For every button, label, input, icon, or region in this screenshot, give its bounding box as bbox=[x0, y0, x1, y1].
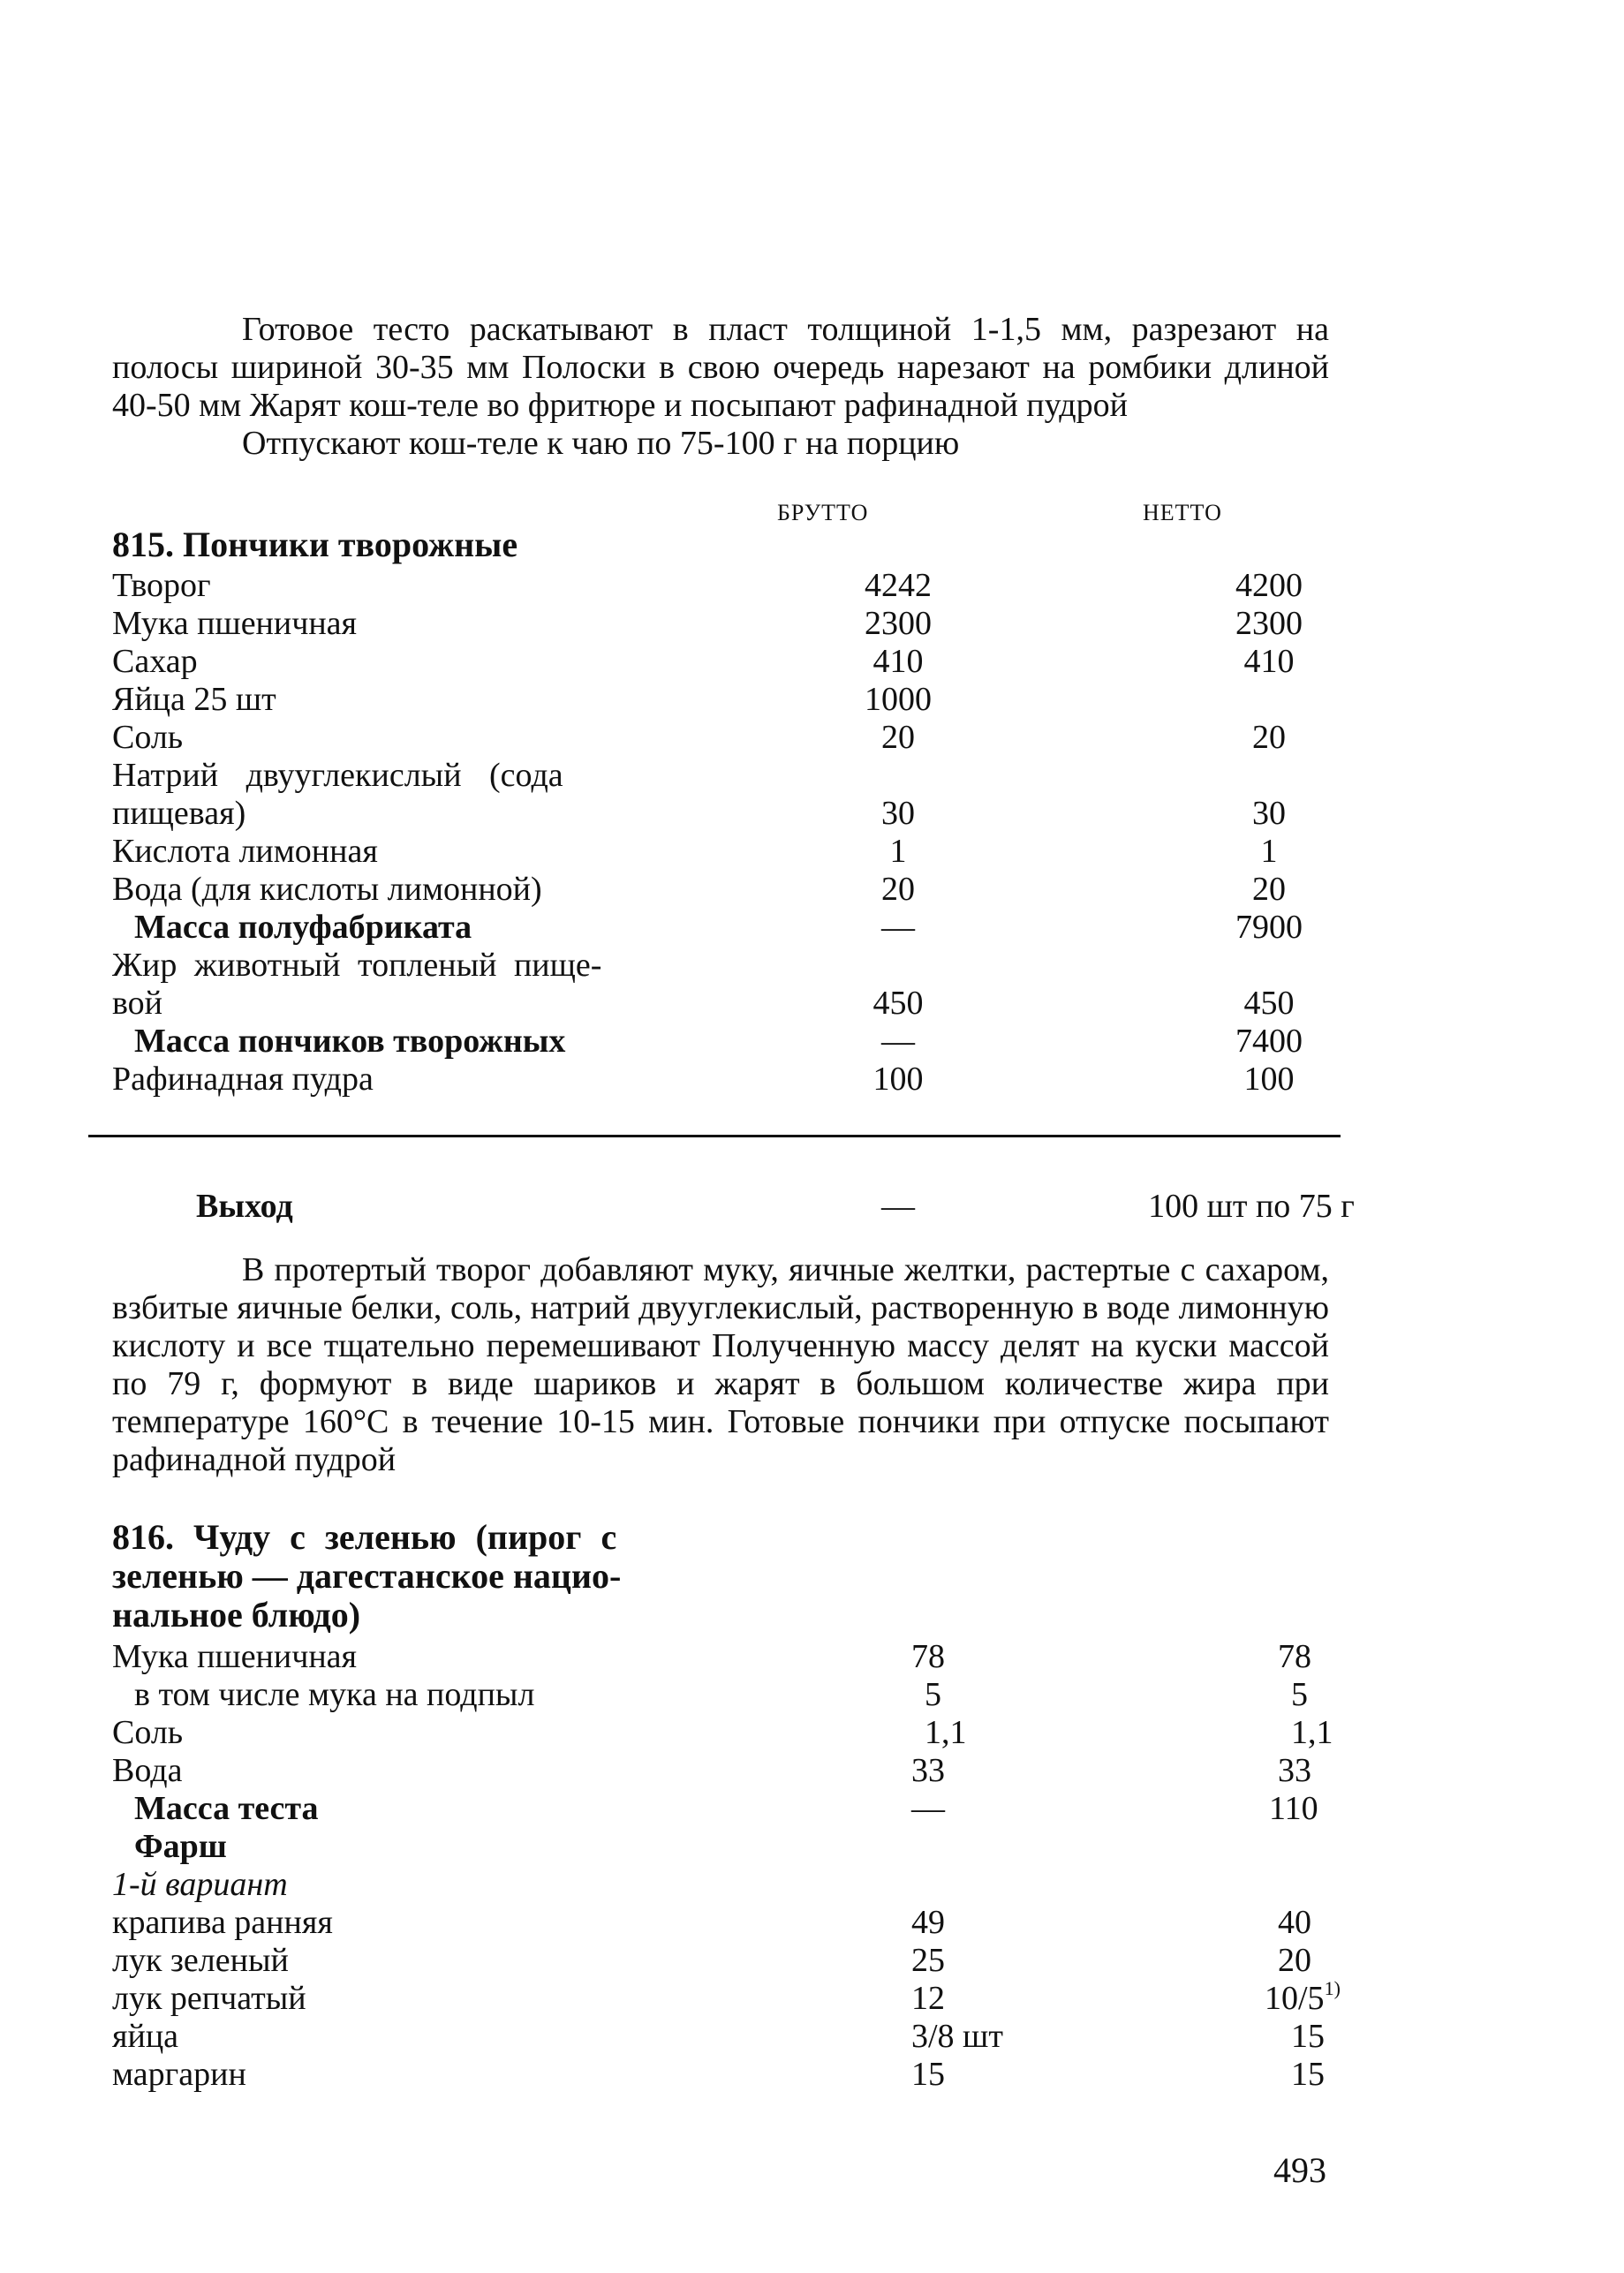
column-header-brutto: БРУТТО bbox=[777, 500, 869, 525]
table-row: Рафинадная пудра 100 100 bbox=[112, 1061, 1295, 1098]
table-row: Вода 33 33 bbox=[112, 1752, 1311, 1789]
table-row: Масса теста — 110 bbox=[134, 1790, 1318, 1827]
table-row: Натрий двууглекислый (сода bbox=[112, 757, 563, 794]
table-row: Соль 1,1 1,1 bbox=[112, 1714, 1333, 1751]
table-row: Мука пшеничная 78 78 bbox=[112, 1638, 1311, 1675]
table-row: лук репчатый 12 10/5$^{1)}$ bbox=[112, 1977, 1341, 2017]
table-row: Соль 20 20 bbox=[112, 719, 1286, 756]
table-row: Яйца 25 шт 1000 bbox=[112, 681, 932, 718]
column-header-netto: НЕТТО bbox=[1143, 500, 1222, 525]
page-number: 493 bbox=[1273, 2150, 1326, 2190]
table-row: Фарш bbox=[134, 1828, 227, 1865]
table-row: Масса полуфабриката — 7900 bbox=[134, 909, 1303, 946]
recipe-816-title-line-2: зеленью — дагестанское нацио- bbox=[112, 1556, 622, 1596]
table-divider bbox=[88, 1135, 1341, 1137]
recipe-816-title-line-1: 816. Чуду с зеленью (пирог с bbox=[112, 1517, 617, 1557]
table-row: Кислота лимонная 1 1 bbox=[112, 833, 1278, 870]
table-row: Жир животный топленый пище- bbox=[112, 947, 602, 984]
table-row: Мука пшеничная 2300 2300 bbox=[112, 605, 1303, 642]
recipe-815-title: 815. Пончики творожные bbox=[112, 525, 518, 564]
table-row: крапива ранняя 49 40 bbox=[112, 1904, 1311, 1941]
intro-text bbox=[112, 311, 1329, 463]
output-label: Выход bbox=[196, 1188, 293, 1225]
table-row: Сахар 410 410 bbox=[112, 643, 1295, 680]
table-row: Творог 4242 4200 bbox=[112, 567, 1303, 604]
table-row: пищевая) 30 30 bbox=[112, 795, 1286, 832]
intro-paragraph-2: Отпускают кош-теле к чаю по 75-100 г на порцию bbox=[242, 425, 960, 462]
table-row: яйца 3/8 шт 15 bbox=[112, 2018, 1325, 2055]
table-row: маргарин 15 15 bbox=[112, 2056, 1325, 2093]
table-row: вой 450 450 bbox=[112, 985, 1295, 1022]
table-row: в том числе мука на подпыл 5 5 bbox=[134, 1676, 1308, 1713]
output-netto: 100 шт по 75 г bbox=[1148, 1188, 1355, 1225]
table-row: Масса пончиков творожных — 7400 bbox=[134, 1023, 1303, 1060]
output-row bbox=[112, 1188, 1355, 1226]
intro-paragraph-1: Готовое тесто раскатывают в пласт толщиной 1-1,5 мм, разрезают на полосы шириной 30-35 мм Полоски в свою очередь нарезают на ромбики длиной 40-50 мм Жарят кош-теле во фритюре и посыпают рафинадной пудрой bbox=[112, 311, 1329, 424]
footnote-mark: 1) bbox=[1324, 1977, 1341, 1999]
table-row: Вода (для кислоты лимонной) 20 20 bbox=[112, 871, 1286, 908]
recipe-816-title-line-3: нальное блюдо) bbox=[112, 1595, 361, 1635]
table-row: лук зеленый 25 20 bbox=[112, 1942, 1311, 1979]
output-brutto: — bbox=[881, 1188, 915, 1225]
recipe-815-description: В протертый творог добавляют муку, яичные желтки, растертые с сахаром, взбитые яичные белки, соль, натрий двууглекислый, растворенную в воде лимонную кислоту и все тщательно перемешивают Полученную массу делят на куски массой по 79 г, формуют в виде шариков и жарят в большом количестве жира при температуре 160°С в течение 10-15 мин. Готовые пончики при отпуске посыпают рафинадной пудрой bbox=[112, 1251, 1329, 1478]
table-row: 1-й вариант bbox=[112, 1866, 288, 1903]
